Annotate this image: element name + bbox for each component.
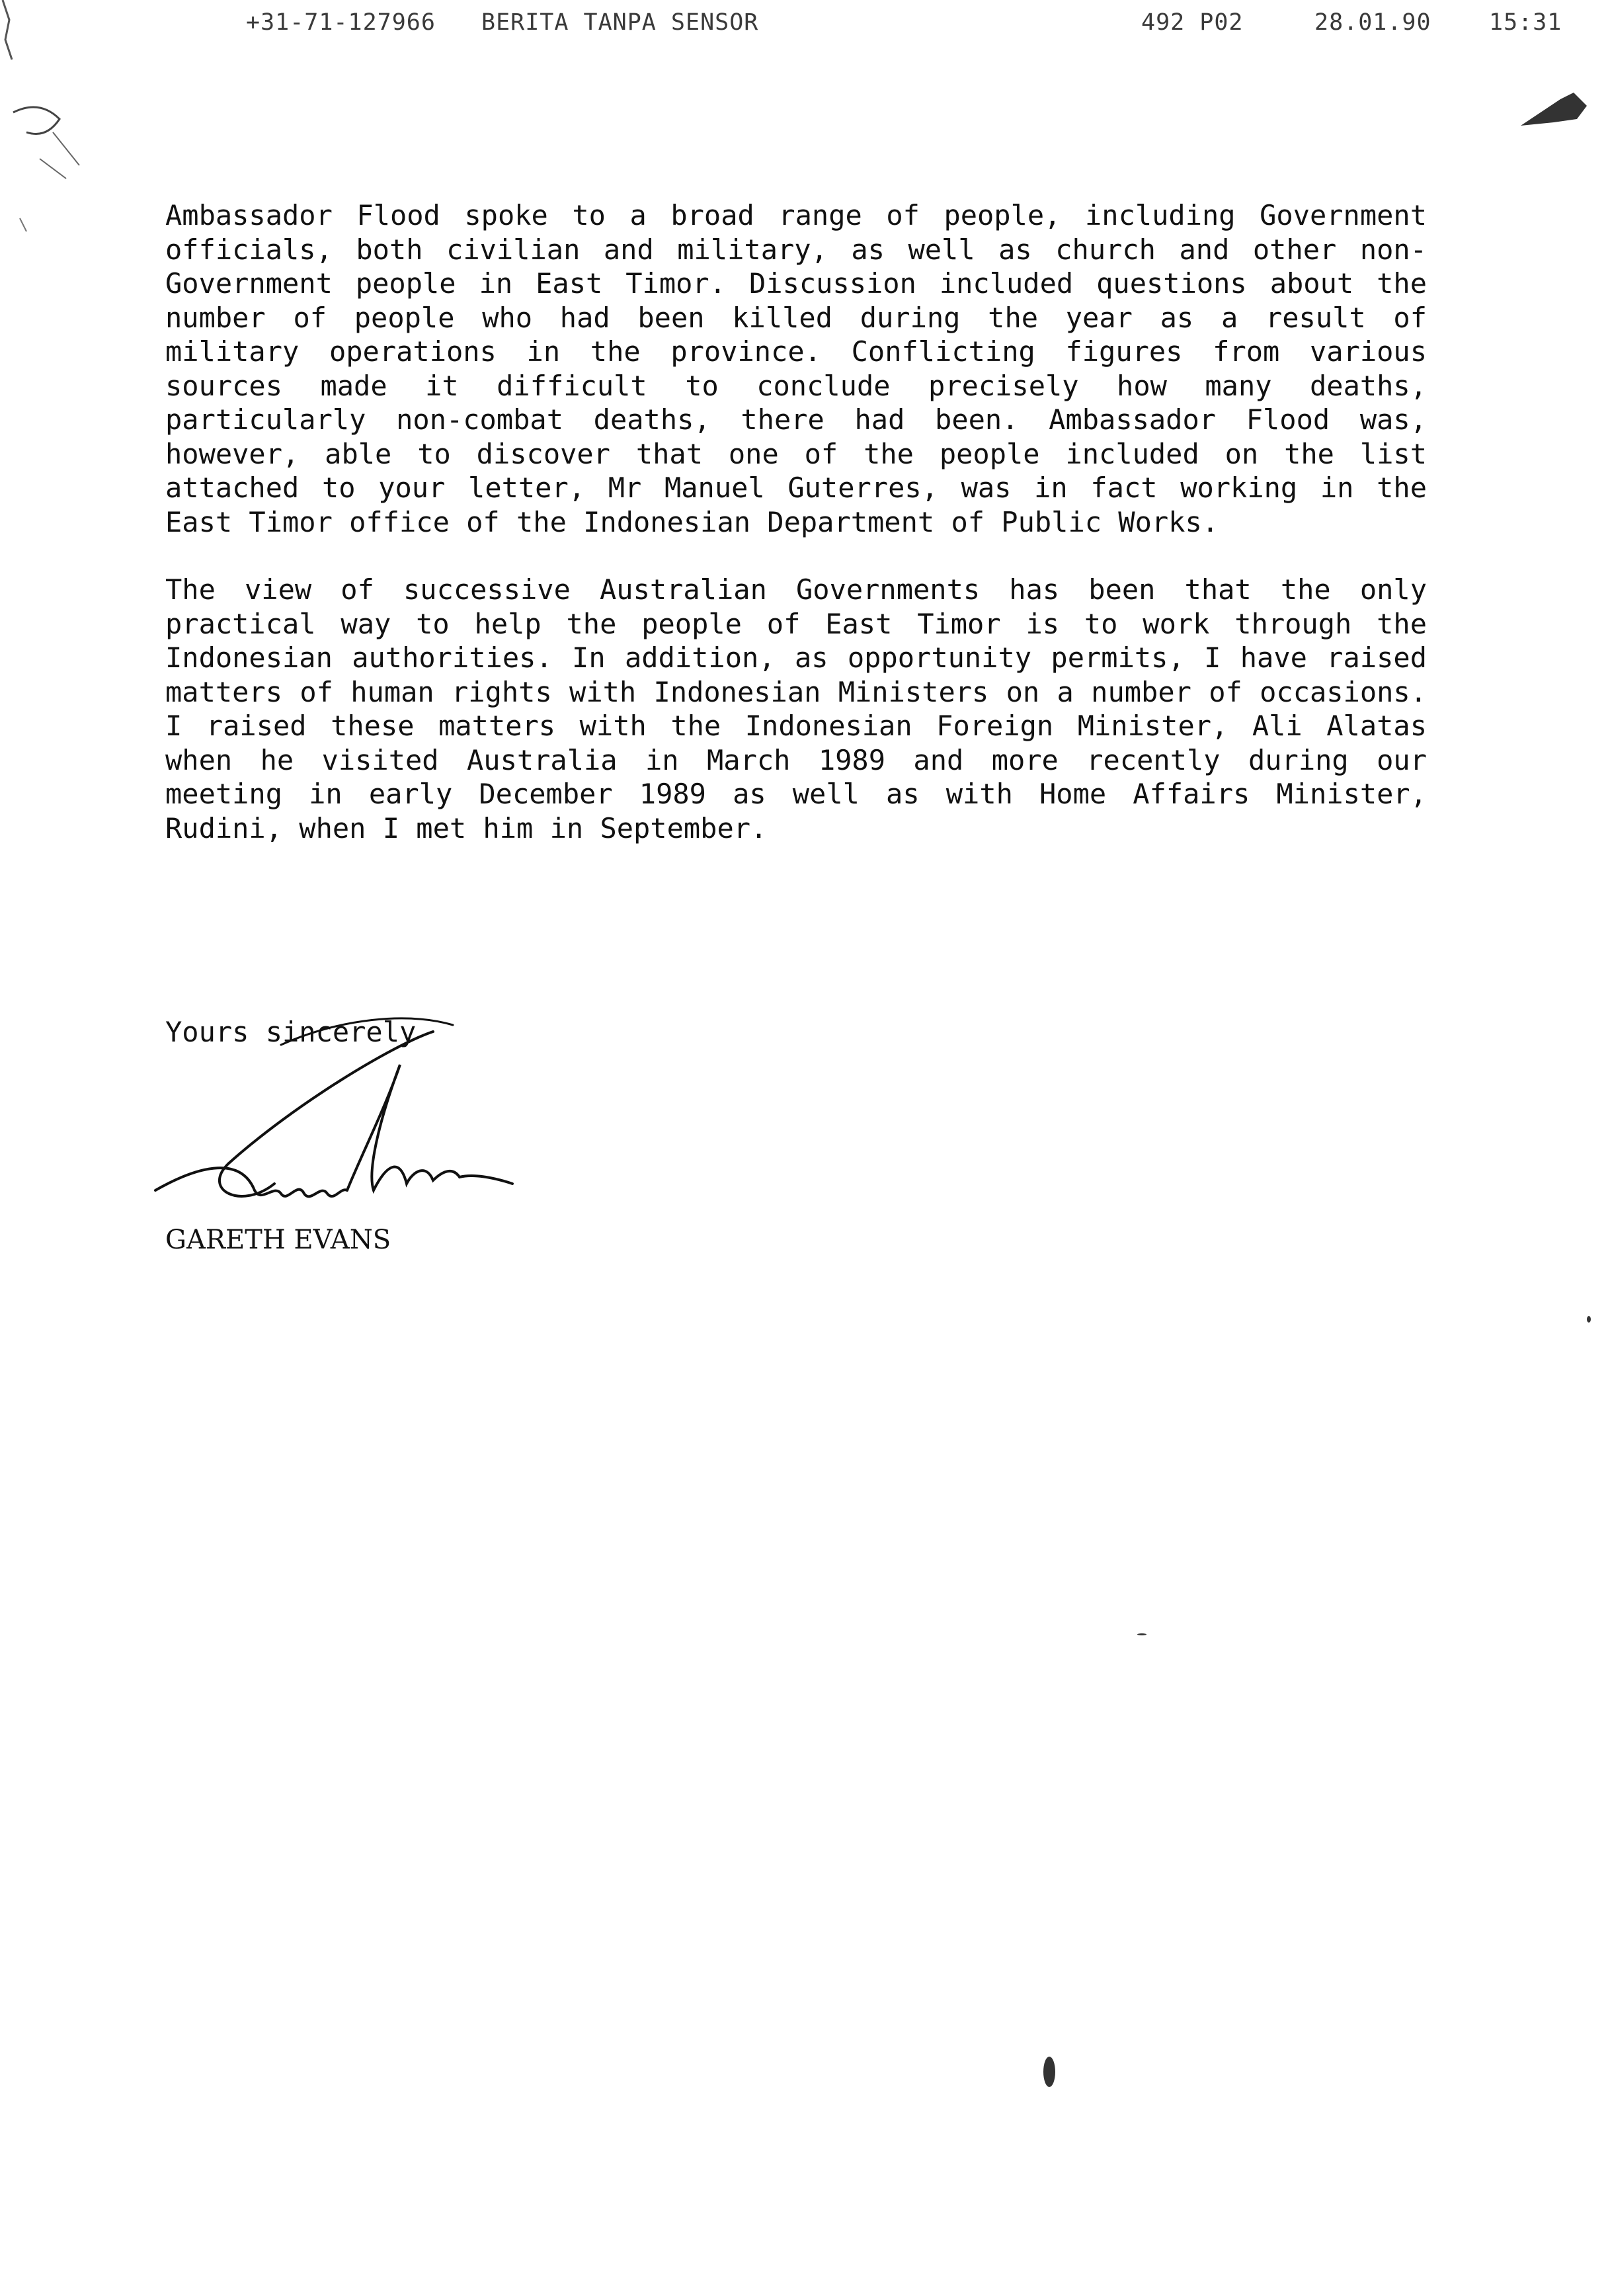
fax-header <box>0 9 1608 49</box>
fax-page-ref: 492 P02 <box>1141 9 1244 36</box>
fax-sender: BERITA TANPA SENSOR <box>481 9 759 36</box>
scan-speck <box>1043 2057 1055 2087</box>
fax-time: 15:31 <box>1489 9 1562 36</box>
body-paragraph: Ambassador Flood spoke to a broad range of people, including Government officials, both civilian and military, as well as church and other non-Government people in East Timor. Discussion included questions about the number of people who had been killed during the year as a result of military operations in the province. Conflicting figures from various sources made it difficult to conclude precisely how many deaths, particularly non-combat deaths, there had been. Ambassador Flood was, however, able to discover that one of the people included on the list attached to your letter, Mr Manuel Guterres, was in fact working in the East Timor office of the Indonesian Department of Public Works. <box>165 199 1427 538</box>
scan-artifact-top-left <box>0 0 93 238</box>
fax-date: 28.01.90 <box>1314 9 1431 36</box>
fax-phone-number: +31-71-127966 <box>246 9 436 36</box>
signature-image <box>142 992 539 1210</box>
scan-speck <box>1137 1633 1146 1635</box>
signatory-name: GARETH EVANS <box>165 1225 391 1255</box>
letter-body <box>165 198 1427 879</box>
body-paragraph: The view of successive Australian Governments has been that the only practical way to help the people of East Timor is to work through the Indonesian authorities. In addition, as opportunity permits, I have raised matters of human rights with Indonesian Ministers on a number of occasions. I raised these matters with the Indonesian Foreign Minister, Ali Alatas when he visited Australia in March 1989 and more recently during our meeting in early December 1989 as well as with Home Affairs Minister, Rudini, when I met him in September. <box>165 573 1427 844</box>
scan-artifact-top-right <box>1514 86 1600 132</box>
scan-speck <box>1587 1316 1591 1323</box>
closing-salutation: Yours sincerely <box>165 1016 417 1048</box>
